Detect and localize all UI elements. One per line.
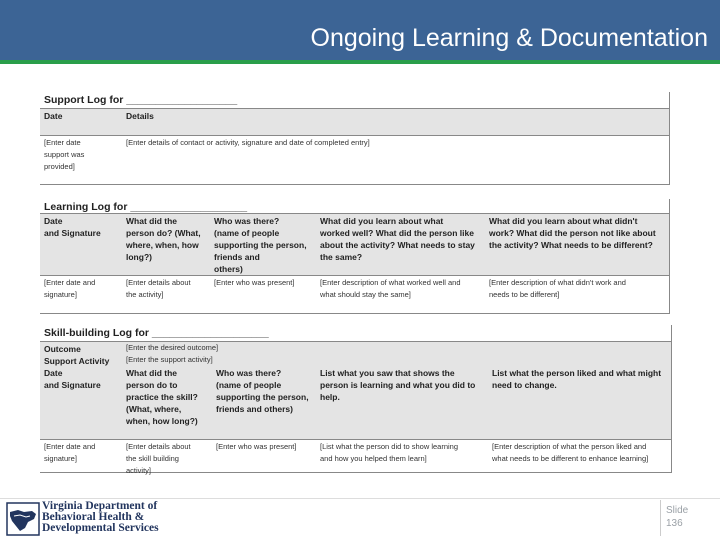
skill-log-header-learning: List what you saw that shows the person is learning and what you did to help. [320,368,476,402]
skill-log-outcome-label: Outcome [44,344,81,354]
support-log-header-date: Date [44,111,63,121]
support-log-caption: Support Log for ___________________ [44,94,238,106]
learning-log-header-didnt-work: What did you learn about what didn't work? What did the person not like about the activity? What needs to be different? [489,216,656,250]
organization-name: Virginia Department of Behavioral Health & Developmental Services [42,500,159,534]
support-log-cell-date: [Enter date support was provided] [44,138,85,171]
skill-log-cell-date: [Enter date and signature] [44,442,96,463]
skill-log-cell-who: [Enter who was present] [216,442,297,451]
learning-log-cell-didnt-work: [Enter description of what didn't work and needs to be different] [489,278,626,299]
slide-number-divider [660,500,661,536]
support-log-table [40,92,670,185]
virginia-state-logo-icon [6,502,40,536]
slide-title: Ongoing Learning & Documentation [310,24,708,52]
learning-log-cell-what: [Enter details about the activity] [126,278,191,299]
skill-log-caption: Skill-building Log for ____________________ [44,327,269,339]
learning-log-table [40,199,670,314]
skill-log-header-date: Date and Signature [44,368,101,390]
learning-log-caption: Learning Log for ____________________ [44,201,248,213]
skill-log-outcome-value: [Enter the desired outcome] [126,343,219,352]
learning-log-cell-worked: [Enter description of what worked well and what should stay the same] [320,278,461,299]
learning-log-header-worked: What did you learn about what worked well? What did the person like about the activity? What needs to stay the same? [320,216,475,262]
skill-log-cell-liked: [Enter description of what the person liked and what needs to be different to enhance learning] [492,442,649,463]
skill-log-header-who: Who was there? (name of people supporting the person, friends and others) [216,368,309,414]
skill-log-cell-what: [Enter details about the skill building activity] [126,442,191,475]
skill-log-table [40,325,672,473]
support-log-cell-details: [Enter details of contact or activity, signature and date of completed entry] [126,138,370,147]
support-log-header-details: Details [126,111,154,121]
learning-log-header-what: What did the person do? (What, where, when, how long?) [126,216,201,262]
skill-log-support-value: [Enter the support activity] [126,355,213,364]
footer-divider [0,498,720,499]
slide-number: Slide 136 [666,505,689,529]
skill-log-header-liked: List what the person liked and what might need to change. [492,368,662,390]
skill-log-support-label: Support Activity [44,356,110,366]
learning-log-header-who: Who was there? (name of people supporting the person, friends and others) [214,216,307,274]
learning-log-header-date: Date and Signature [44,216,101,238]
skill-log-cell-learning: [List what the person did to show learning and how you helped them learn] [320,442,458,463]
learning-log-cell-who: [Enter who was present] [214,278,295,287]
learning-log-cell-date: [Enter date and signature] [44,278,96,299]
title-bar-accent [0,60,720,64]
skill-log-header-what: What did the person do to practice the skill? (What, where, when, how long?) [126,368,198,426]
